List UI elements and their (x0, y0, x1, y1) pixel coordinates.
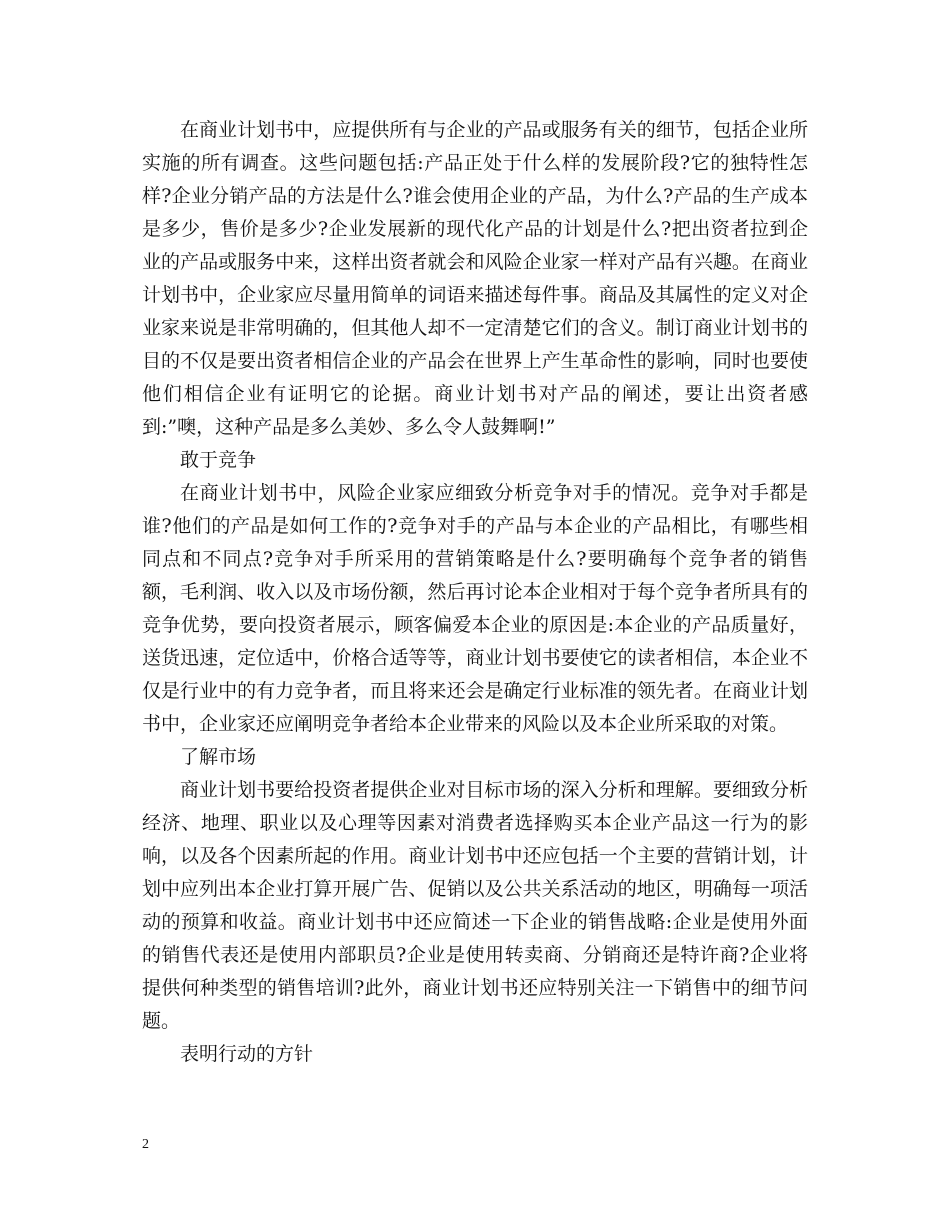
document-body (142, 114, 808, 1071)
heading-action-policy: 表明行动的方针 (180, 1043, 314, 1065)
paragraph-competition: 在商业计划书中，风险企业家应细致分析竞争对手的情况。竞争对手都是谁?他们的产品是如何工作的?竞争对手的产品与本企业的产品相比，有哪些相同点和不同点?竞争对手所采用的营销策略是什么?要明确每个竞争者的销售额，毛利润、收入以及市场份额，然后再讨论本企业相对于每个竞争者所具有的竞争优势，要向投资者展示，顾客偏爱本企业的原因是:本企业的产品质量好，送货迅速，定位适中，价格合适等等，商业计划书要使它的读者相信，本企业不仅是行业中的有力竞争者，而且将来还会是确定行业标准的领先者。在商业计划书中，企业家还应阐明竞争者给本企业带来的风险以及本企业所采取的对策。 (142, 482, 808, 735)
page-number: 2 (142, 1137, 149, 1152)
heading-understand-market: 了解市场 (180, 746, 257, 768)
paragraph-market: 商业计划书要给投资者提供企业对目标市场的深入分析和理解。要细致分析经济、地理、职业以及心理等因素对消费者选择购买本企业产品这一行为的影响，以及各个因素所起的作用。商业计划书中还应包括一个主要的营销计划，计划中应列出本企业打算开展广告、促销以及公共关系活动的地区，明确每一项活动的预算和收益。商业计划书中还应简述一下企业的销售战略:企业是使用外面的销售代表还是使用内部职员?企业是使用转卖商、分销商还是特许商?企业将提供何种类型的销售培训?此外，商业计划书还应特别关注一下销售中的细节问题。 (142, 779, 808, 1032)
paragraph-product-details: 在商业计划书中，应提供所有与企业的产品或服务有关的细节，包括企业所实施的所有调查。这些问题包括:产品正处于什么样的发展阶段?它的独特性怎样?企业分销产品的方法是什么?谁会使用企业的产品，为什么?产品的生产成本是多少，售价是多少?企业发展新的现代化产品的计划是什么?把出资者拉到企业的产品或服务中来，这样出资者就会和风险企业家一样对产品有兴趣。在商业计划书中，企业家应尽量用简单的词语来描述每件事。商品及其属性的定义对企业家来说是非常明确的，但其他人却不一定清楚它们的含义。制订商业计划书的目的不仅是要出资者相信企业的产品会在世界上产生革命性的影响，同时也要使他们相信企业有证明它的论据。商业计划书对产品的阐述，要让出资者感到:”噢，这种产品是多么美妙、多么令人鼓舞啊!” (142, 119, 808, 438)
heading-dare-to-compete: 敢于竞争 (180, 449, 257, 471)
